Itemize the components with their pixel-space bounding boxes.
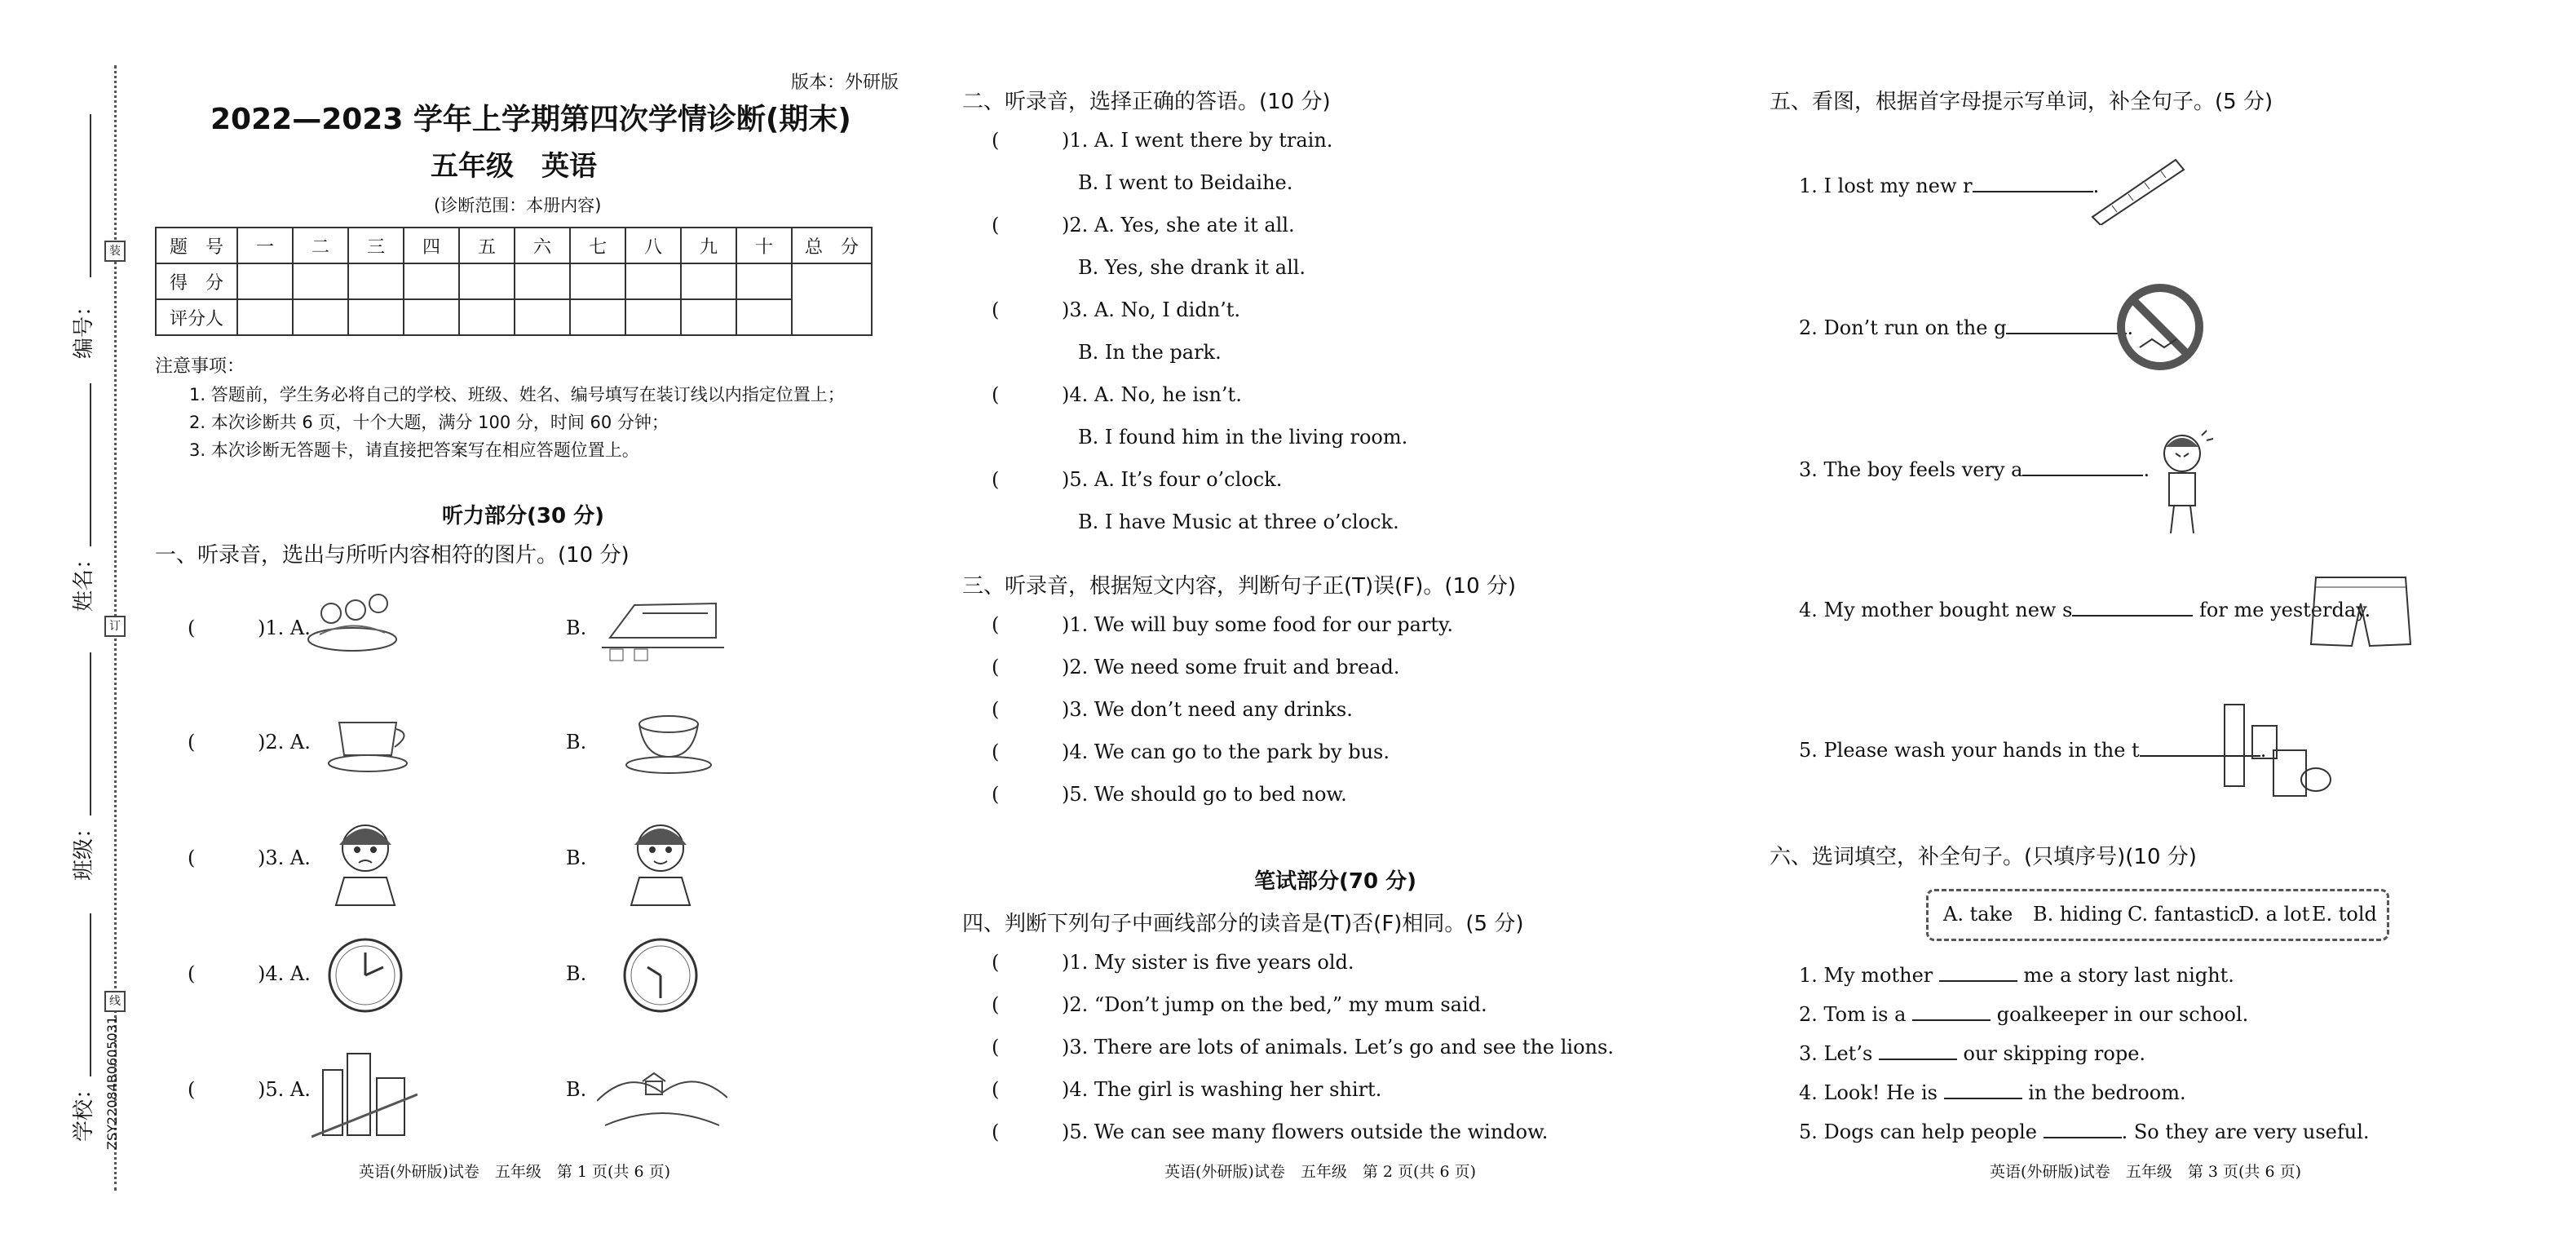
grader-input-cell[interactable] xyxy=(237,299,293,335)
note-2: 2. 本次诊断共 6 页，十个大题，满分 100 分，时间 60 分钟； xyxy=(189,413,669,432)
grader-input-cell[interactable] xyxy=(681,299,736,335)
item-label: )1. A. xyxy=(258,617,311,639)
option-d: D. a lot xyxy=(2238,903,2310,926)
q3-item-5 xyxy=(992,783,1347,806)
score-table-cell: 五 xyxy=(459,228,515,263)
q6-item-5 xyxy=(1799,1119,2370,1143)
q2-item-4 xyxy=(992,383,1242,406)
q4-item-5-text: )5. We can see many flowers outside the window. xyxy=(1062,1120,1549,1143)
q5-item-2-pre: 2. Don’t run on the g xyxy=(1799,316,2007,339)
score-row-label: 得 分 xyxy=(156,263,237,299)
q2-item-2-a: )2. A. Yes, she ate it all. xyxy=(1062,214,1295,236)
class-field[interactable] xyxy=(90,652,91,815)
no-walking-grass-icon xyxy=(2115,282,2205,372)
q6-item-4-pre: 4. Look! He is xyxy=(1799,1081,1944,1104)
section-4-title: 四、判断下列句子中画线部分的读音是(T)否(F)相同。(5 分) xyxy=(962,912,1524,936)
score-table-cell: 六 xyxy=(515,228,570,263)
name-label: 姓名： xyxy=(72,547,96,612)
school-field[interactable] xyxy=(90,913,91,1076)
city-buildings-icon xyxy=(312,1045,418,1140)
grader-input-cell[interactable] xyxy=(459,299,515,335)
score-input-cell[interactable] xyxy=(681,263,736,299)
answer-blank[interactable] xyxy=(2022,457,2143,476)
q4-item-3-text: )3. There are lots of animals. Let’s go and see the lions. xyxy=(1062,1036,1614,1059)
score-table-cell: 三 xyxy=(348,228,404,263)
q1-item-3 xyxy=(188,846,311,869)
bowl-icon xyxy=(620,706,718,780)
q5-item-2 xyxy=(1799,315,2133,339)
answer-paren[interactable]: ( xyxy=(992,298,1000,321)
q1-item-1 xyxy=(188,617,311,639)
section-1-title: 一、听录音，选出与所听内容相符的图片。(10 分) xyxy=(155,543,630,568)
answer-paren[interactable]: ( xyxy=(992,613,1000,636)
answer-paren[interactable]: ( xyxy=(188,731,196,754)
q6-item-5-post: . So they are very useful. xyxy=(2121,1120,2370,1143)
clock-icon xyxy=(326,936,404,1014)
q5-item-1-pre: 1. I lost my new r xyxy=(1799,175,1973,197)
answer-paren[interactable]: ( xyxy=(992,383,1000,406)
score-input-cell[interactable] xyxy=(404,263,459,299)
grader-row-label: 评分人 xyxy=(156,299,237,335)
q6-item-1-post: me a story last night. xyxy=(2017,964,2234,987)
option-e: E. told xyxy=(2312,903,2377,926)
q2-item-4-a: )4. A. No, he isn’t. xyxy=(1062,383,1242,406)
score-input-cell[interactable] xyxy=(625,263,681,299)
option-a: A. take xyxy=(1943,903,2013,926)
girl-upset-icon xyxy=(326,812,404,907)
score-input-cell[interactable] xyxy=(293,263,348,299)
answer-blank[interactable] xyxy=(1944,1080,2022,1099)
answer-paren[interactable]: ( xyxy=(992,951,1000,974)
answer-paren[interactable]: ( xyxy=(992,740,1000,763)
grader-input-cell[interactable] xyxy=(293,299,348,335)
q2-item-3-b: B. In the park. xyxy=(1078,341,1222,364)
score-input-cell[interactable] xyxy=(515,263,570,299)
answer-paren[interactable]: ( xyxy=(992,783,1000,806)
paper-code: ZSY22084B0605031 xyxy=(104,1015,120,1150)
answer-paren[interactable]: ( xyxy=(992,1078,1000,1101)
q6-item-2-pre: 2. Tom is a xyxy=(1799,1003,1913,1026)
score-input-cell[interactable] xyxy=(570,263,625,299)
answer-paren[interactable]: ( xyxy=(992,214,1000,236)
q4-item-3 xyxy=(992,1036,1614,1059)
item-label: )4. A. xyxy=(258,962,311,985)
answer-blank[interactable] xyxy=(1939,962,2017,982)
q5-item-4 xyxy=(1799,597,2371,621)
answer-paren[interactable]: ( xyxy=(188,617,196,639)
section-6-title: 六、选词填空，补全句子。(只填序号)(10 分) xyxy=(1770,845,2197,869)
q5-item-2-post: . xyxy=(2127,316,2134,339)
option-b: B. hiding xyxy=(2033,903,2123,926)
q3-item-3 xyxy=(992,698,1353,721)
q2-item-1 xyxy=(992,129,1332,152)
countryside-icon xyxy=(597,1052,727,1134)
q6-item-3-pre: 3. Let’s xyxy=(1799,1042,1879,1065)
grader-input-cell[interactable] xyxy=(570,299,625,335)
grader-input-cell[interactable] xyxy=(348,299,404,335)
q2-item-3 xyxy=(992,298,1240,321)
q5-item-1-post: . xyxy=(2092,175,2100,197)
q3-item-4-text: )4. We can go to the park by bus. xyxy=(1062,740,1390,763)
binding-strip xyxy=(0,0,139,1242)
q5-item-5-post: . xyxy=(2260,739,2267,762)
score-input-cell[interactable] xyxy=(237,263,293,299)
answer-paren[interactable]: ( xyxy=(992,698,1000,721)
score-table-header-row xyxy=(156,228,872,263)
edition-label: 版本：外研版 xyxy=(791,73,899,93)
section-5-title: 五、看图，根据首字母提示写单词，补全句子。(5 分) xyxy=(1770,90,2273,114)
notes-title: 注意事项： xyxy=(155,356,245,377)
score-input-cell[interactable] xyxy=(459,263,515,299)
children-in-boat-icon xyxy=(303,586,401,659)
q3-item-2 xyxy=(992,656,1400,678)
q5-item-4-pre: 4. My mother bought new s xyxy=(1799,599,2073,621)
note-3: 3. 本次诊断无答题卡，请直接把答案写在相应答题位置上。 xyxy=(189,440,639,460)
q1-item-4 xyxy=(188,962,311,985)
q5-item-1 xyxy=(1799,173,2099,197)
angry-boy-icon xyxy=(2148,424,2216,538)
q1-item-5-b: B. xyxy=(566,1078,587,1101)
q5-item-3-pre: 3. The boy feels very a xyxy=(1799,458,2023,481)
score-table-score-row xyxy=(156,263,872,299)
q6-item-3 xyxy=(1799,1041,2145,1065)
answer-paren[interactable]: ( xyxy=(188,962,196,985)
answer-blank[interactable] xyxy=(2072,597,2193,617)
q2-item-5 xyxy=(992,468,1282,491)
answer-blank[interactable] xyxy=(1879,1041,1957,1060)
answer-paren[interactable]: ( xyxy=(992,129,1000,152)
q2-item-2-b: B. Yes, she drank it all. xyxy=(1078,256,1306,279)
item-label: )5. A. xyxy=(258,1078,311,1101)
q6-item-4 xyxy=(1799,1080,2186,1104)
q3-item-1 xyxy=(992,613,1453,636)
clock-icon xyxy=(621,936,700,1014)
q3-item-2-text: )2. We need some fruit and bread. xyxy=(1062,656,1400,678)
section-3-title: 三、听录音，根据短文内容，判断句子正(T)误(F)。(10 分) xyxy=(962,574,1517,599)
page-1-footer: 英语(外研版)试卷 五年级 第 1 页(共 6 页) xyxy=(359,1163,670,1181)
q5-item-5-pre: 5. Please wash your hands in the t xyxy=(1799,739,2140,762)
note-1: 1. 答题前，学生务必将自己的学校、班级、姓名、编号填写在装订线以内指定位置上； xyxy=(189,385,845,404)
grader-input-cell[interactable] xyxy=(625,299,681,335)
answer-paren[interactable]: ( xyxy=(992,993,1000,1016)
q6-item-1-pre: 1. My mother xyxy=(1799,964,1939,987)
total-score-cell[interactable] xyxy=(792,263,872,335)
word-bank xyxy=(1926,889,2389,941)
answer-blank[interactable] xyxy=(1973,173,2093,192)
answer-blank[interactable] xyxy=(1912,1001,1991,1021)
q4-item-5 xyxy=(992,1120,1548,1143)
grader-input-cell[interactable] xyxy=(515,299,570,335)
grader-input-cell[interactable] xyxy=(404,299,459,335)
q2-item-3-a: )3. A. No, I didn’t. xyxy=(1062,298,1241,321)
q5-item-3-post: . xyxy=(2143,458,2150,481)
bind-mark-2: 订 xyxy=(104,616,126,637)
q1-item-3-b: B. xyxy=(566,846,587,869)
page-2 xyxy=(930,0,1745,1242)
score-table-cell: 总 分 xyxy=(792,228,872,263)
number-field[interactable] xyxy=(90,114,91,277)
train-icon xyxy=(602,581,724,662)
q2-item-2 xyxy=(992,214,1295,236)
q3-item-3-text: )3. We don’t need any drinks. xyxy=(1062,698,1353,721)
answer-paren[interactable]: ( xyxy=(188,1078,196,1101)
exam-subtitle: 五年级 英语 xyxy=(431,150,597,183)
answer-paren[interactable]: ( xyxy=(992,1120,1000,1143)
score-table-cell: 九 xyxy=(681,228,736,263)
q6-item-3-post: our skipping rope. xyxy=(1956,1042,2146,1065)
bind-mark-3: 线 xyxy=(104,991,126,1012)
bind-mark-1: 装 xyxy=(104,241,126,262)
q4-item-1-text: )1. My sister is five years old. xyxy=(1062,951,1354,974)
score-input-cell[interactable] xyxy=(348,263,404,299)
score-table-cell: 十 xyxy=(736,228,792,263)
item-label: )2. A. xyxy=(258,731,311,754)
q3-item-5-text: )5. We should go to bed now. xyxy=(1062,783,1347,806)
answer-paren[interactable]: ( xyxy=(992,656,1000,678)
class-label: 班级： xyxy=(72,816,96,881)
q1-item-4-b: B. xyxy=(566,962,587,985)
q5-item-3 xyxy=(1799,457,2150,481)
school-label: 学校： xyxy=(72,1077,96,1142)
q1-item-1-b: B. xyxy=(566,617,587,639)
score-table-cell: 一 xyxy=(237,228,293,263)
q6-item-1 xyxy=(1799,962,2234,987)
listening-header: 听力部分(30 分) xyxy=(442,504,604,528)
q1-item-5 xyxy=(188,1078,311,1101)
answer-paren[interactable]: ( xyxy=(992,468,1000,491)
girl-thinking-icon xyxy=(621,812,700,907)
section-2-title: 二、听录音，选择正确的答语。(10 分) xyxy=(962,90,1331,114)
q4-item-2 xyxy=(992,993,1487,1016)
option-c: C. fantastic xyxy=(2128,903,2241,926)
score-table-cell: 二 xyxy=(293,228,348,263)
number-label: 编号： xyxy=(72,294,96,359)
shorts-icon xyxy=(2308,571,2414,652)
q6-item-4-post: in the bedroom. xyxy=(2021,1081,2186,1104)
answer-paren[interactable]: ( xyxy=(188,846,196,869)
exam-title: 2022—2023 学年上学期第四次学情诊断(期末) xyxy=(210,103,851,136)
page-2-footer: 英语(外研版)试卷 五年级 第 2 页(共 6 页) xyxy=(1164,1163,1476,1181)
score-table-grader-row xyxy=(156,299,872,335)
writing-header: 笔试部分(70 分) xyxy=(1254,869,1416,894)
q4-item-4 xyxy=(992,1078,1381,1101)
toilet-icon xyxy=(2220,701,2334,799)
q4-item-2-text: )2. “Don’t jump on the bed,” my mum said. xyxy=(1062,993,1487,1016)
page-1 xyxy=(0,0,921,1242)
name-field[interactable] xyxy=(90,383,91,546)
cup-icon xyxy=(323,706,421,780)
q2-item-4-b: B. I found him in the living room. xyxy=(1078,426,1408,449)
score-table-cell: 四 xyxy=(404,228,459,263)
q2-item-5-a: )5. A. It’s four o’clock. xyxy=(1062,468,1283,491)
q6-item-5-pre: 5. Dogs can help people xyxy=(1799,1120,2044,1143)
q6-item-2 xyxy=(1799,1001,2248,1026)
q4-item-1 xyxy=(992,951,1354,974)
score-table-cell: 题 号 xyxy=(156,228,237,263)
answer-blank[interactable] xyxy=(2006,315,2127,334)
q2-item-1-a: )1. A. I went there by train. xyxy=(1062,129,1333,152)
q4-item-4-text: )4. The girl is washing her shirt. xyxy=(1062,1078,1382,1101)
q3-item-1-text: )1. We will buy some food for our party. xyxy=(1062,613,1453,636)
grader-input-cell[interactable] xyxy=(736,299,792,335)
q1-item-2 xyxy=(188,731,311,754)
q5-item-5 xyxy=(1799,737,2266,762)
q5-item-4-post: for me yesterday. xyxy=(2193,599,2371,621)
answer-paren[interactable]: ( xyxy=(992,1036,1000,1059)
q1-item-2-b: B. xyxy=(566,731,587,754)
q2-item-1-b: B. I went to Beidaihe. xyxy=(1078,171,1293,194)
score-table xyxy=(155,227,873,336)
answer-blank[interactable] xyxy=(2044,1119,2122,1138)
score-table-cell: 七 xyxy=(570,228,625,263)
score-table-cell: 八 xyxy=(625,228,681,263)
item-label: )3. A. xyxy=(258,846,311,869)
ruler-icon xyxy=(2088,152,2185,225)
q6-item-2-post: goalkeeper in our school. xyxy=(1991,1003,2249,1026)
q2-item-5-b: B. I have Music at three o’clock. xyxy=(1078,511,1399,533)
q3-item-4 xyxy=(992,740,1390,763)
exam-scope: (诊断范围：本册内容) xyxy=(434,196,602,215)
page-3-footer: 英语(外研版)试卷 五年级 第 3 页(共 6 页) xyxy=(1990,1163,2301,1181)
score-input-cell[interactable] xyxy=(736,263,792,299)
